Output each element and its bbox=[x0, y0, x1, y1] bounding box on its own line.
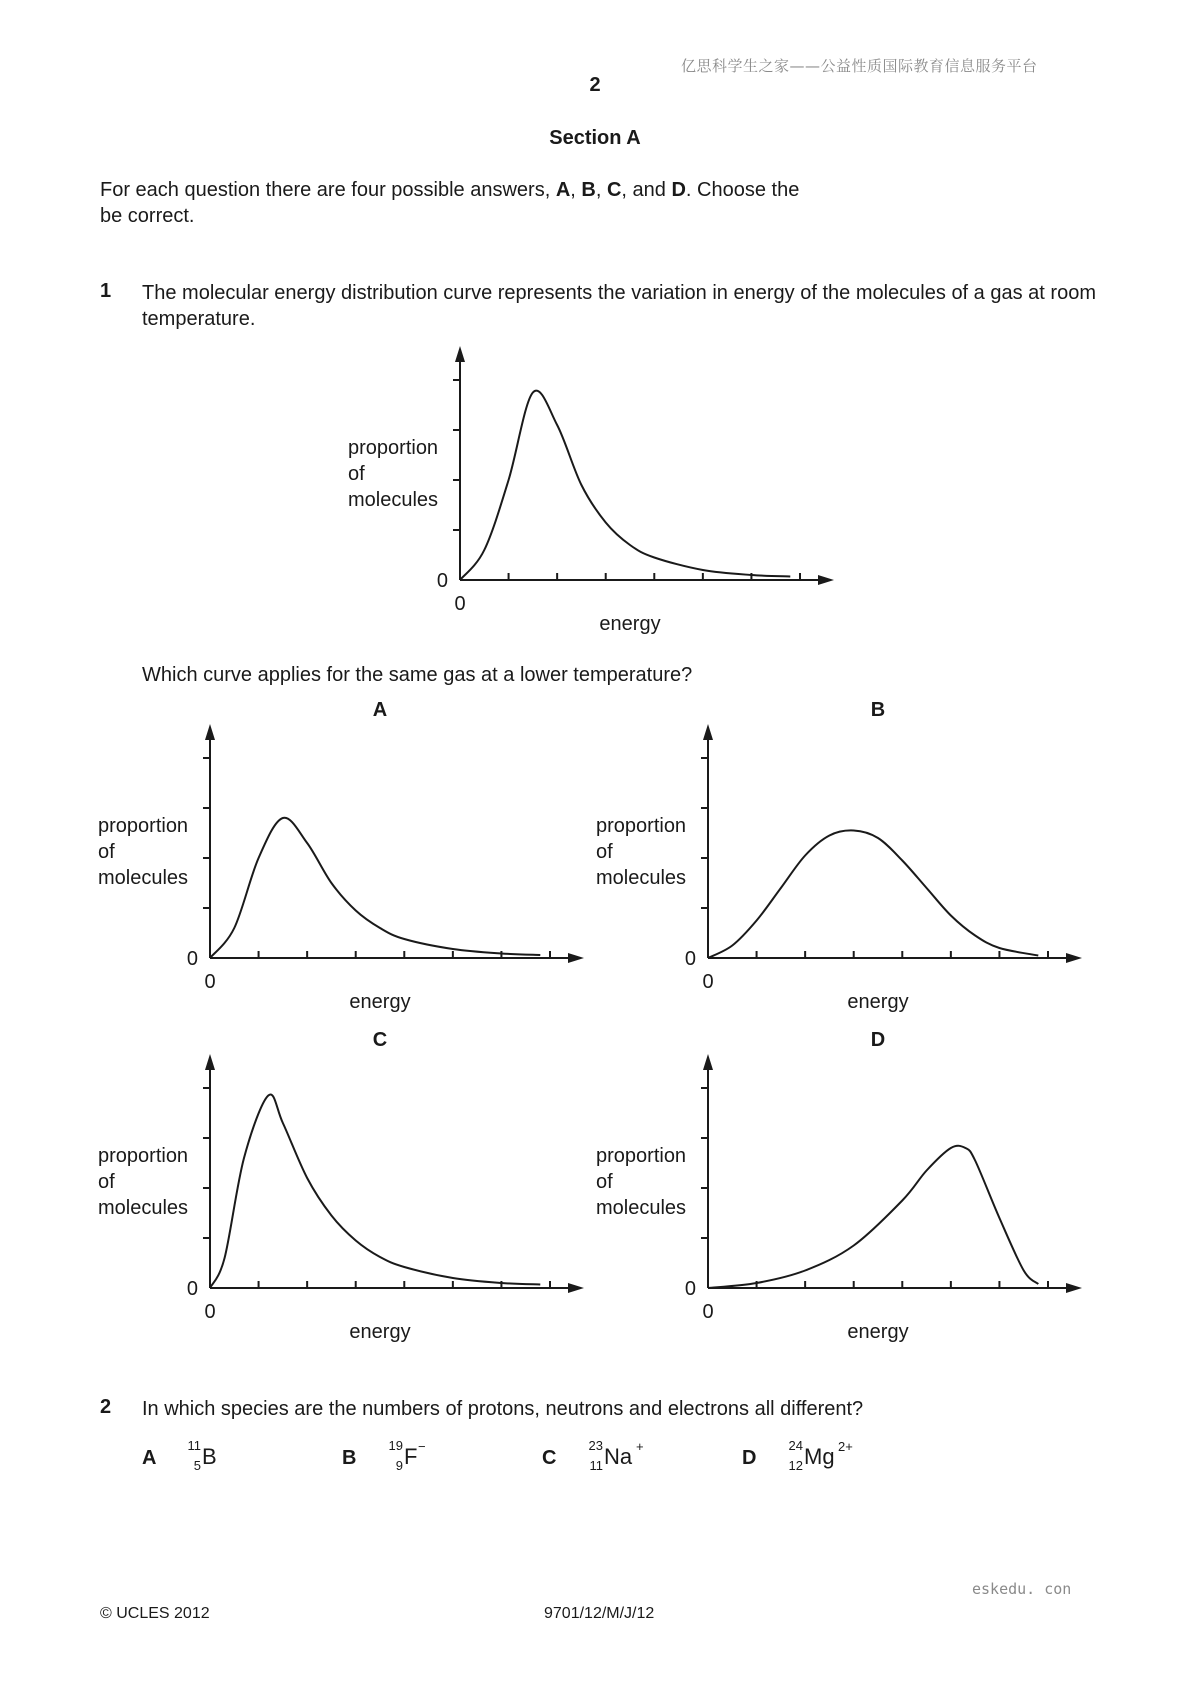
element-symbol: Mg bbox=[804, 1444, 835, 1469]
distribution-curve bbox=[708, 830, 1038, 958]
instructions-sep-1: , bbox=[570, 179, 582, 201]
question-1-subquestion: Which curve applies for the same gas at a lower temperature? bbox=[142, 664, 693, 686]
option-a-chart bbox=[94, 699, 614, 1013]
y-axis-label-line: molecules bbox=[596, 867, 687, 889]
element-symbol: F bbox=[404, 1444, 418, 1469]
reference-distribution-chart bbox=[340, 350, 860, 640]
instructions-sep-2: , bbox=[595, 179, 607, 201]
x-axis-label: energy bbox=[847, 1321, 909, 1343]
question-1-text: The molecular energy distribution curve represents the variation in energy of the molecules of a gas at room temperature. bbox=[142, 282, 1096, 330]
x-origin-label: 0 bbox=[204, 1301, 216, 1323]
option-ref-b: B bbox=[581, 179, 596, 201]
y-axis-label-line: molecules bbox=[348, 489, 439, 511]
y-axis-arrow bbox=[455, 346, 465, 362]
x-axis-arrow bbox=[1066, 953, 1082, 963]
page-number: 2 bbox=[589, 74, 601, 96]
x-axis-label: energy bbox=[599, 613, 661, 635]
footer-site-mark: eskedu. con bbox=[972, 1580, 1072, 1598]
ion-charge: − bbox=[418, 1439, 426, 1454]
y-axis-label-line: proportion bbox=[596, 815, 687, 837]
y-axis-label-line: of bbox=[348, 463, 365, 485]
atomic-number: 11 bbox=[589, 1458, 603, 1473]
y-axis-label-line: proportion bbox=[348, 437, 439, 459]
x-origin-label: 0 bbox=[204, 971, 216, 993]
instructions-sep-3: , and bbox=[621, 179, 672, 201]
x-axis-arrow bbox=[1066, 1283, 1082, 1293]
x-origin-label: 0 bbox=[454, 593, 466, 615]
mass-number: 19 bbox=[388, 1438, 403, 1453]
y-axis-label-line: of bbox=[98, 841, 115, 863]
chart-title: D bbox=[870, 1029, 886, 1051]
option-ref-c: C bbox=[606, 179, 622, 201]
chart-title: C bbox=[372, 1029, 388, 1051]
x-axis-label: energy bbox=[349, 991, 411, 1013]
distribution-curve bbox=[708, 1146, 1038, 1288]
distribution-curve bbox=[210, 1094, 540, 1288]
footer-paper-code: 9701/12/M/J/12 bbox=[544, 1605, 655, 1622]
chart-title: B bbox=[870, 699, 886, 721]
x-axis-arrow bbox=[568, 953, 584, 963]
y-axis-label-line: of bbox=[596, 841, 613, 863]
x-origin-label: 0 bbox=[702, 971, 714, 993]
distribution-curve bbox=[460, 391, 790, 580]
y-axis-label-line: of bbox=[98, 1171, 115, 1193]
element-symbol: Na bbox=[604, 1444, 633, 1469]
atomic-number: 5 bbox=[193, 1458, 201, 1473]
option-c-chart bbox=[94, 1029, 614, 1343]
instructions-text-2: . Choose the bbox=[685, 179, 800, 201]
option-b-chart bbox=[592, 699, 1112, 1013]
instructions-text-1: For each question there are four possible answers, bbox=[100, 179, 556, 201]
option-ref-a: A bbox=[555, 179, 571, 201]
option-c-letter: C bbox=[542, 1447, 557, 1469]
footer-copyright: © UCLES 2012 bbox=[100, 1605, 210, 1622]
y-axis-label-line: proportion bbox=[98, 1145, 189, 1167]
y-axis-label-line: proportion bbox=[596, 1145, 687, 1167]
section-title: Section A bbox=[549, 127, 641, 149]
instructions-line-2: be correct. bbox=[100, 205, 195, 227]
x-origin-label: 0 bbox=[702, 1301, 714, 1323]
y-axis-label-line: molecules bbox=[596, 1197, 687, 1219]
atomic-number: 12 bbox=[788, 1458, 803, 1473]
option-ref-d: D bbox=[671, 179, 686, 201]
x-axis-label: energy bbox=[349, 1321, 411, 1343]
instructions bbox=[100, 177, 900, 229]
y-axis-label-line: of bbox=[596, 1171, 613, 1193]
y-axis-arrow bbox=[703, 724, 713, 740]
y-origin-label: 0 bbox=[186, 1278, 198, 1300]
y-axis-arrow bbox=[703, 1054, 713, 1070]
x-axis-arrow bbox=[568, 1283, 584, 1293]
question-1-number: 1 bbox=[100, 280, 112, 302]
option-d-letter: D bbox=[742, 1447, 757, 1469]
y-axis-label-line: molecules bbox=[98, 867, 189, 889]
y-origin-label: 0 bbox=[684, 1278, 696, 1300]
y-axis-arrow bbox=[205, 724, 215, 740]
option-a-letter: A bbox=[142, 1447, 157, 1469]
option-d-chart bbox=[592, 1029, 1112, 1343]
distribution-curve bbox=[210, 818, 540, 958]
mass-number: 23 bbox=[588, 1438, 603, 1453]
question-2-number: 2 bbox=[100, 1396, 112, 1418]
x-axis-label: energy bbox=[847, 991, 909, 1013]
y-axis-arrow bbox=[205, 1054, 215, 1070]
y-axis-label-line: proportion bbox=[98, 815, 189, 837]
y-origin-label: 0 bbox=[436, 570, 448, 592]
chart-title: A bbox=[372, 699, 388, 721]
question-2-text: In which species are the numbers of protons, neutrons and electrons all different? bbox=[142, 1398, 864, 1420]
option-b-letter: B bbox=[342, 1447, 357, 1469]
y-origin-label: 0 bbox=[684, 948, 696, 970]
mass-number: 11 bbox=[187, 1438, 201, 1453]
watermark-text: 亿思科学生之家——公益性质国际教育信息服务平台 bbox=[681, 57, 1038, 75]
y-origin-label: 0 bbox=[186, 948, 198, 970]
element-symbol: B bbox=[202, 1444, 217, 1469]
ion-charge: 2+ bbox=[838, 1439, 853, 1454]
y-axis-label-line: molecules bbox=[98, 1197, 189, 1219]
mass-number: 24 bbox=[788, 1438, 803, 1453]
ion-charge: + bbox=[636, 1439, 644, 1454]
atomic-number: 9 bbox=[395, 1458, 403, 1473]
x-axis-arrow bbox=[818, 575, 834, 585]
